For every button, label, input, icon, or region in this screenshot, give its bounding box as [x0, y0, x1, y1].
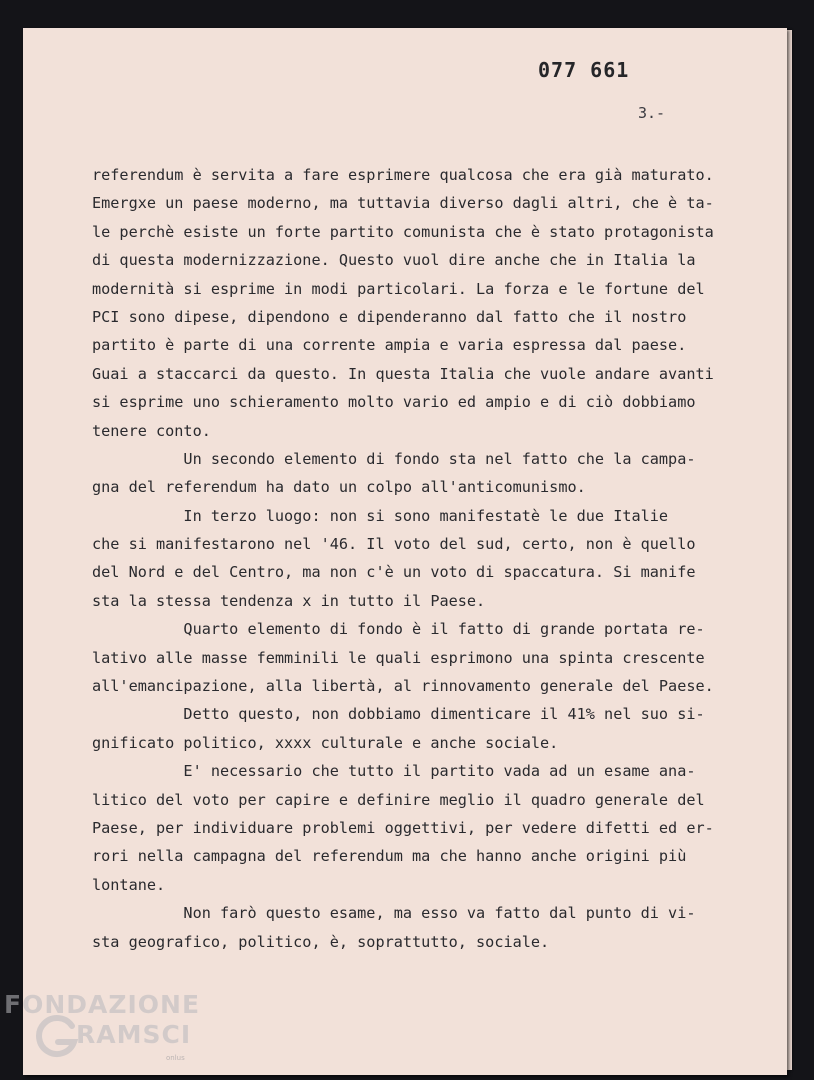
text-line: le perchè esiste un forte partito comunista che è stato protagonista	[92, 222, 714, 241]
text-line: E' necessario che tutto il partito vada ad un esame ana-	[92, 762, 696, 781]
text-line: sta la stessa tendenza x in tutto il Paese.	[92, 591, 486, 610]
text-line: che si manifestarono nel '46. Il voto del sud, certo, non è quello	[92, 535, 696, 554]
page-number: 3.-	[638, 104, 666, 122]
text-line: gnificato politico, xxxx culturale e anche sociale.	[92, 733, 559, 752]
typed-body-text	[92, 161, 772, 956]
fondazione-gramsci-watermark	[4, 990, 204, 1070]
text-line: Paese, per individuare problemi oggettivi, per vedere difetti ed er-	[92, 818, 714, 837]
text-line: Quarto elemento di fondo è il fatto di grande portata re-	[92, 620, 705, 639]
text-line: gna del referendum ha dato un colpo all'anticomunismo.	[92, 478, 586, 497]
text-line: del Nord e del Centro, ma non c'è un voto di spaccatura. Si manife	[92, 563, 696, 582]
text-line: In terzo luogo: non si sono manifestatè le due Italie	[92, 506, 669, 525]
text-line: all'emancipazione, alla libertà, al rinnovamento generale del Paese.	[92, 677, 714, 696]
watermark-line1: FONDAZIONE	[4, 990, 201, 1019]
text-line: partito è parte di una corrente ampia e varia espressa dal paese.	[92, 336, 687, 355]
text-line: sta geografico, politico, è, soprattutto, sociale.	[92, 932, 550, 951]
text-line: rori nella campagna del referendum ma che hanno anche origini più	[92, 847, 687, 866]
text-line: si esprime uno schieramento molto vario ed ampio e di ciò dobbiamo	[92, 393, 696, 412]
text-line: di questa modernizzazione. Questo vuol dire anche che in Italia la	[92, 251, 696, 270]
watermark-small-text: onlus	[166, 1054, 185, 1062]
text-line: lativo alle masse femminili le quali esprimono una spinta crescente	[92, 648, 705, 667]
text-line: PCI sono dipese, dipendono e dipenderanno dal fatto che il nostro	[92, 307, 687, 326]
archive-reference-number: 077 661	[538, 58, 630, 82]
text-line: Un secondo elemento di fondo sta nel fatto che la campa-	[92, 449, 696, 468]
text-line: Non farò questo esame, ma esso va fatto dal punto di vi-	[92, 904, 696, 923]
text-line: Emergxe un paese moderno, ma tuttavia diverso dagli altri, che è ta-	[92, 194, 714, 213]
text-line: litico del voto per capire e definire meglio il quadro generale del	[92, 790, 705, 809]
text-line: tenere conto.	[92, 421, 211, 440]
text-line: Detto questo, non dobbiamo dimenticare il 41% nel suo si-	[92, 705, 705, 724]
text-line: lontane.	[92, 875, 166, 894]
text-line: modernità si esprime in modi particolari. La forza e le fortune del	[92, 279, 705, 298]
watermark-line2: RAMSCI	[76, 1020, 192, 1049]
text-line: referendum è servita a fare esprimere qualcosa che era già maturato.	[92, 166, 714, 184]
text-line: Guai a staccarci da questo. In questa Italia che vuole andare avanti	[92, 364, 714, 383]
gramsci-g-logo-icon	[32, 1012, 80, 1060]
